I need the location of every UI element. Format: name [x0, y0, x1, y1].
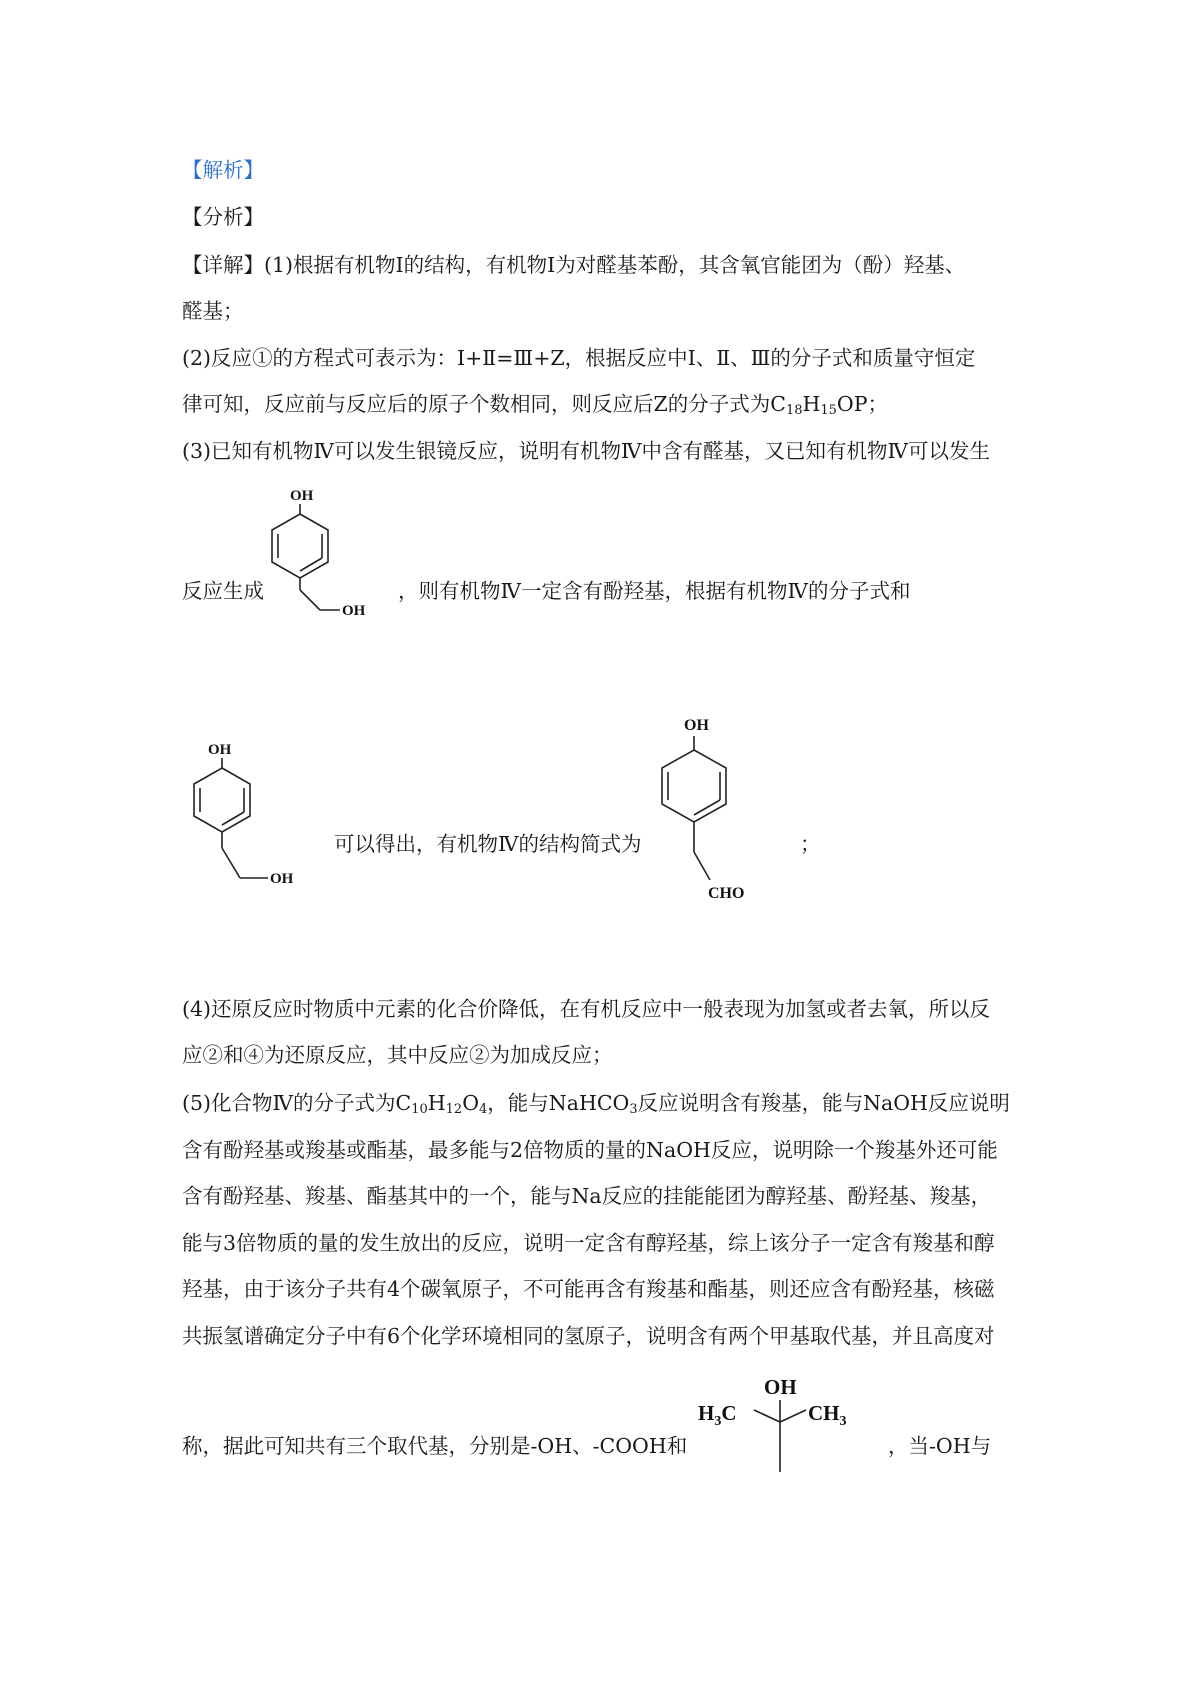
structure-hydroxyphenylacetaldehyde: [648, 712, 778, 922]
label-oh-side: OH: [270, 871, 294, 887]
paragraph-5-line-5: 羟基，由于该分子共有4个碳氧原子，不可能再含有羧基和酯基，则还应含有酚羟基，核磁: [182, 1277, 995, 1301]
paragraph-5-line-1: (5)化合物Ⅳ的分子式为$C_{10}H_{12}O_4$，能与NaHCO$_3$反应说明含有羧基，能与NaOH反应说明: [182, 1091, 1010, 1117]
paragraph-5-line-3: 含有酚羟基、羧基、酯基其中的一个，能与Na反应的挂能能团为醇羟基、酚羟基、羧基，: [182, 1184, 992, 1208]
structure-hydroxyethylphenol: [176, 736, 326, 916]
paragraph-5-line-6: 共振氢谱确定分子中有6个化学环境相同的氢原子，说明含有两个甲基取代基，并且高度对: [182, 1324, 995, 1348]
paragraph-3-line-2a: 反应生成: [182, 579, 264, 603]
paragraph-5-line-4: 能与3倍物质的量的发生放出的反应，说明一定含有醇羟基，综上该分子一定含有羧基和醇: [182, 1231, 995, 1255]
paragraph-5-line-7b: ，当-OH与: [888, 1434, 992, 1458]
label-h3c: $H_3C$: [698, 1401, 737, 1429]
paragraph-2-line-1: (2)反应①的方程式可表示为：Ⅰ+Ⅱ=Ⅲ+Z，根据反应中Ⅰ、Ⅱ、Ⅲ的分子式和质量守恒定: [182, 346, 976, 370]
heading-jiexi: 【解析】: [182, 158, 264, 182]
paragraph-1-line-2: 醛基；: [182, 299, 244, 323]
paragraph-3-line-2b: ，则有机物Ⅳ一定含有酚羟基，根据有机物Ⅳ的分子式和: [398, 579, 911, 603]
label-oh: OH: [764, 1375, 797, 1399]
heading-fenxi: 【分析】: [182, 205, 264, 229]
label-cho: CHO: [708, 885, 745, 902]
paragraph-4-line-2: 应②和④为还原反应，其中反应②为加成反应；: [182, 1043, 613, 1067]
label-oh-top: OH: [208, 742, 232, 758]
structure-hydroxyethylphenol-inline: [256, 482, 416, 642]
structure-hydroxyisopropyl: [694, 1370, 874, 1490]
label-oh-side: OH: [342, 603, 366, 619]
paragraph-2-line-2: 律可知，反应前与反应后的原子个数相同，则反应后Z的分子式为$C_{18}H_{15}OP$；: [182, 392, 889, 418]
paragraph-3-line-3a: 可以得出，有机物Ⅳ的结构简式为: [334, 832, 642, 856]
label-ch3: $CH_3$: [808, 1401, 847, 1429]
label-oh-top: OH: [684, 717, 709, 734]
paragraph-5-line-7a: 称，据此可知共有三个取代基，分别是-OH、-COOH和: [182, 1434, 688, 1458]
paragraph-1-line-1: 【详解】(1)根据有机物Ⅰ的结构，有机物Ⅰ为对醛基苯酚，其含氧官能团为（酚）羟基、: [182, 253, 966, 277]
heading-xiangjie: 【详解】: [182, 253, 264, 277]
paragraph-5-line-2: 含有酚羟基或羧基或酯基，最多能与2倍物质的量的NaOH反应，说明除一个羧基外还可能: [182, 1138, 998, 1162]
paragraph-4-line-1: (4)还原反应时物质中元素的化合价降低，在有机反应中一般表现为加氢或者去氧，所以反: [182, 997, 991, 1021]
label-oh-top: OH: [290, 488, 314, 504]
paragraph-3-line-1: (3)已知有机物Ⅳ可以发生银镜反应，说明有机物Ⅳ中含有醛基，又已知有机物Ⅳ可以发生: [182, 439, 990, 463]
paragraph-3-line-3b: ；: [800, 832, 821, 856]
